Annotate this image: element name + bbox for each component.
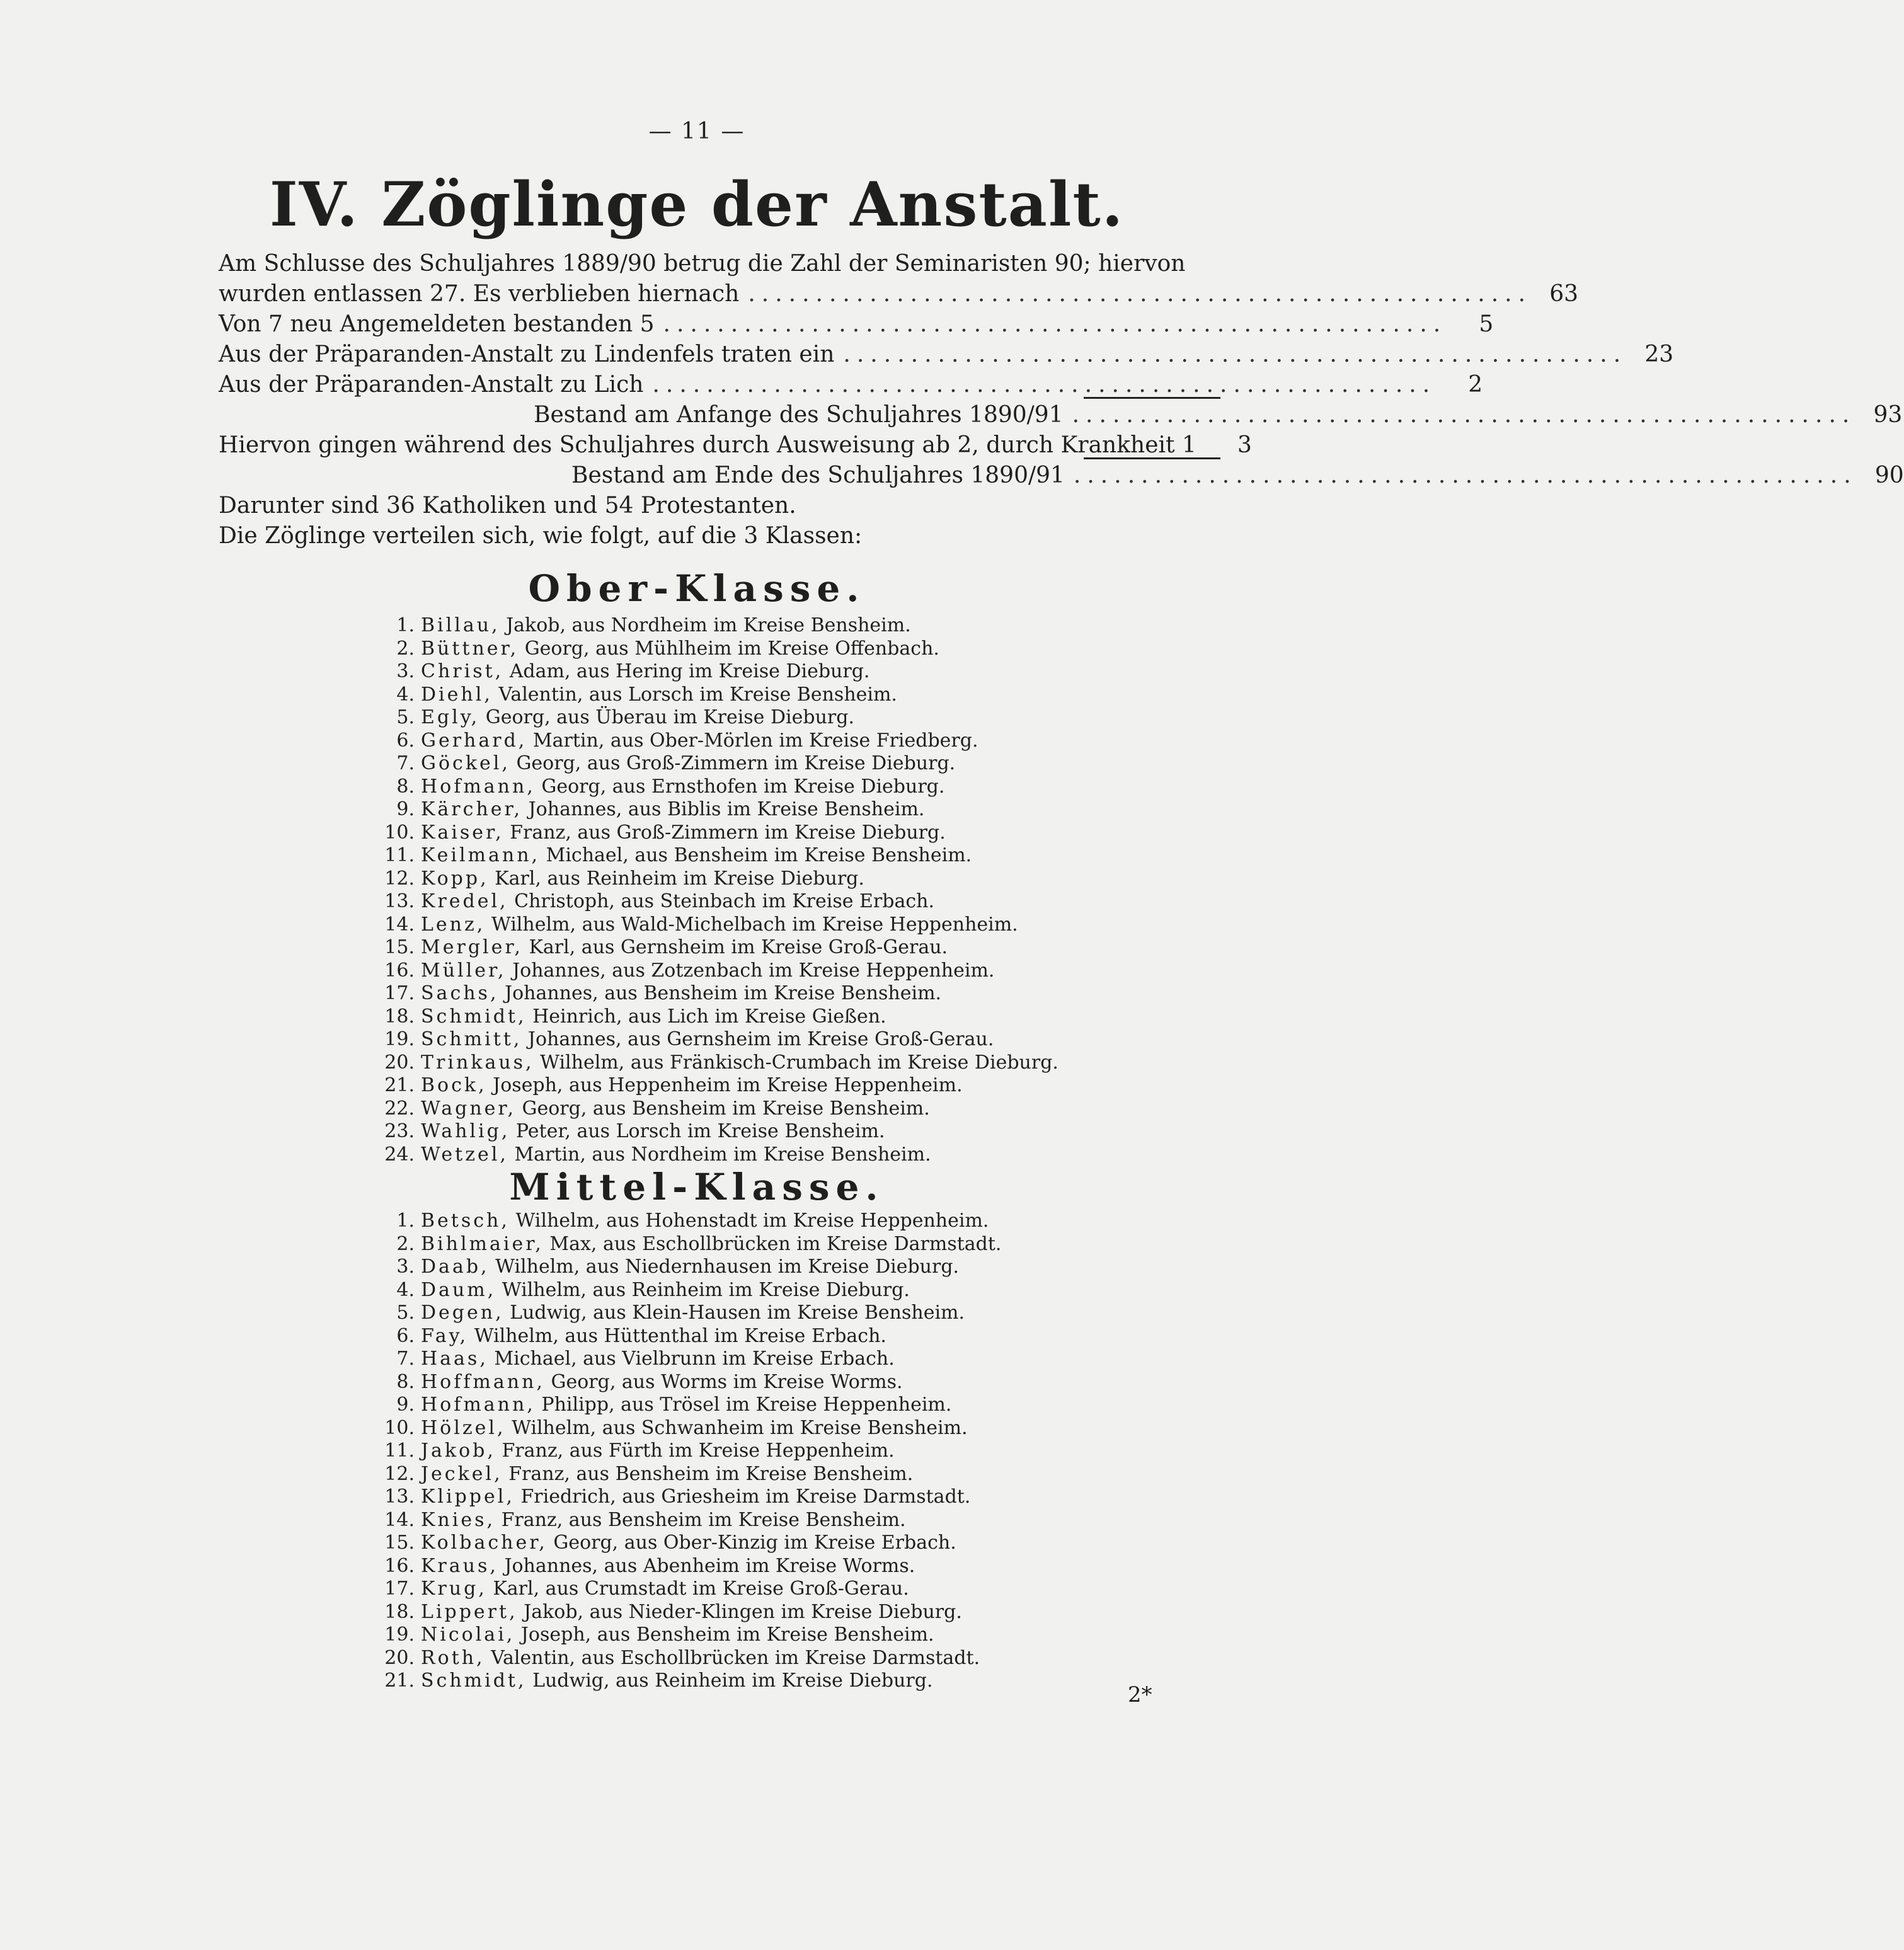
- student-details: Wilhelm, aus Schwanheim im Kreise Bensheim.: [512, 1416, 968, 1439]
- list-item: [378, 936, 1134, 960]
- student-surname: Hoffmann,: [421, 1370, 545, 1393]
- signature-mark: 2*: [1128, 1682, 1152, 1707]
- dot-leader: ..........................................................: [748, 281, 1532, 307]
- student-surname: Kaiser,: [421, 821, 504, 844]
- student-details: Karl, aus Reinheim im Kreise Dieburg.: [495, 867, 864, 890]
- list-item: [378, 1120, 1134, 1144]
- student-surname: Nicolai,: [421, 1624, 515, 1646]
- student-details: Georg, aus Ober-Kinzig im Kreise Erbach.: [553, 1532, 956, 1554]
- list-item: [378, 752, 1134, 776]
- student-surname: Bock,: [421, 1074, 487, 1096]
- spacer: [536, 776, 542, 798]
- entry-number: 19.: [384, 1028, 415, 1050]
- entry-number: 5.: [396, 706, 415, 728]
- spacer: [515, 1624, 521, 1646]
- student-surname: Roth,: [421, 1646, 485, 1669]
- spacer: [489, 868, 495, 890]
- spacer: [490, 1256, 496, 1278]
- list-item: [378, 614, 1134, 638]
- spacer: [487, 1578, 493, 1600]
- student-details: Martin, aus Nordheim im Kreise Bensheim.: [514, 1143, 931, 1166]
- student-details: Georg, aus Groß-Zimmern im Kreise Dieburg.: [516, 752, 956, 774]
- student-details: Georg, aus Überau im Kreise Dieburg.: [485, 706, 854, 728]
- student-details: Max, aus Eschollbrücken im Kreise Darmstadt.: [549, 1232, 1002, 1255]
- list-item: [378, 868, 1134, 891]
- entry-number: 3.: [396, 1256, 415, 1278]
- list-item: [378, 844, 1134, 868]
- student-details: Karl, aus Gernsheim im Kreise Groß-Gerau.: [529, 936, 948, 958]
- student-surname: Fay,: [421, 1324, 469, 1347]
- list-item: [378, 1302, 1134, 1325]
- spacer: [496, 1279, 502, 1301]
- list-item: [378, 1098, 1134, 1121]
- intro-line-7-text: Hiervon gingen während des Schuljahres durch Ausweisung ab 2, durch Krankheit 1: [219, 432, 1196, 458]
- spacer: [499, 982, 505, 1004]
- entry-number: 17.: [384, 982, 415, 1004]
- entry-number: 4.: [396, 683, 415, 706]
- entry-number: 7.: [396, 752, 415, 774]
- student-surname: Schmitt,: [421, 1028, 522, 1050]
- intro-line-3-number: 5: [1479, 311, 1494, 337]
- list-item: [378, 1532, 1134, 1555]
- intro-line-2-text: wurden entlassen 27. Es verblieben hiernach: [219, 281, 740, 307]
- entry-number: 16.: [384, 959, 415, 982]
- student-details: Martin, aus Ober-Mörlen im Kreise Friedberg.: [532, 729, 978, 752]
- list-item: [378, 1509, 1134, 1532]
- list-item: [378, 1463, 1134, 1486]
- student-surname: Kredel,: [421, 890, 508, 912]
- entry-number: 13.: [384, 1486, 415, 1508]
- ober-klasse-heading: Ober-Klasse.: [528, 567, 866, 610]
- intro-line-7: [219, 432, 1252, 458]
- student-details: Christoph, aus Steinbach im Kreise Erbach.: [514, 890, 934, 912]
- student-surname: Lippert,: [421, 1600, 518, 1623]
- intro-line-4-number: 23: [1644, 341, 1674, 367]
- student-details: Wilhelm, aus Hohenstadt im Kreise Heppenheim.: [515, 1210, 989, 1232]
- list-item: [378, 1210, 1134, 1233]
- intro-line-3-text: Von 7 neu Angemeldeten bestanden 5: [219, 311, 655, 337]
- student-surname: Daab,: [421, 1256, 490, 1278]
- entry-number: 21.: [384, 1074, 415, 1096]
- entry-number: 5.: [396, 1302, 415, 1324]
- entry-number: 11.: [384, 844, 415, 866]
- intro-line-3: [219, 311, 1494, 337]
- entry-number: 15.: [384, 936, 415, 958]
- intro-line-2: [219, 281, 1579, 307]
- spacer: [515, 1486, 521, 1508]
- entry-number: 3.: [396, 660, 415, 682]
- student-surname: Klippel,: [421, 1486, 515, 1508]
- spacer: [504, 822, 510, 844]
- list-item: [378, 960, 1134, 983]
- student-surname: Degen,: [421, 1302, 504, 1324]
- spacer: [508, 890, 515, 912]
- entry-number: 9.: [396, 798, 415, 820]
- list-item: [378, 1279, 1134, 1302]
- intro-line-8-number: 90: [1874, 462, 1904, 488]
- entry-number: 8.: [396, 1370, 415, 1393]
- spacer: [527, 1006, 533, 1028]
- list-item: [378, 914, 1134, 937]
- spacer: [527, 1670, 533, 1692]
- student-surname: Billau,: [421, 614, 500, 636]
- spacer: [510, 752, 517, 774]
- sum-rule: [1084, 457, 1220, 459]
- student-surname: Christ,: [421, 660, 504, 682]
- spacer: [536, 1394, 542, 1416]
- spacer: [534, 1052, 541, 1074]
- intro-line-6-text: Bestand am Anfange des Schuljahres 1890/91: [534, 402, 1064, 428]
- spacer: [523, 936, 529, 958]
- student-details: Franz, aus Groß-Zimmern im Kreise Dieburg.: [510, 821, 946, 844]
- student-details: Peter, aus Lorsch im Kreise Bensheim.: [515, 1120, 885, 1142]
- student-surname: Bihlmaier,: [421, 1232, 544, 1255]
- entry-number: 2.: [396, 1232, 415, 1255]
- student-surname: Haas,: [421, 1348, 488, 1370]
- list-item: [378, 1348, 1134, 1371]
- student-details: Wilhelm, aus Hüttenthal im Kreise Erbach.: [474, 1324, 886, 1347]
- student-details: Johannes, aus Zotzenbach im Kreise Heppenheim.: [512, 959, 995, 982]
- student-surname: Kopp,: [421, 867, 489, 890]
- student-surname: Lenz,: [421, 913, 486, 936]
- spacer: [485, 1647, 491, 1669]
- student-details: Johannes, aus Biblis im Kreise Bensheim.: [528, 798, 925, 820]
- student-surname: Hölzel,: [421, 1416, 506, 1439]
- entry-number: 21.: [384, 1670, 415, 1692]
- list-item: [378, 1417, 1134, 1440]
- list-item: [378, 1256, 1134, 1279]
- intro-line-5: [219, 372, 1483, 398]
- list-item: [378, 1394, 1134, 1417]
- student-surname: Hofmann,: [421, 775, 536, 798]
- entry-number: 1.: [396, 614, 415, 636]
- spacer: [522, 1028, 528, 1050]
- student-details: Michael, aus Vielbrunn im Kreise Erbach.: [494, 1348, 895, 1370]
- list-item: [378, 730, 1134, 753]
- entry-number: 20.: [384, 1051, 415, 1074]
- intro-line-9: Darunter sind 36 Katholiken und 54 Protestanten.: [219, 493, 796, 519]
- entry-number: 12.: [384, 1462, 415, 1485]
- entry-number: 20.: [384, 1646, 415, 1669]
- intro-line-6-number: 93: [1873, 402, 1903, 428]
- spacer: [519, 638, 525, 660]
- student-surname: Wagner,: [421, 1097, 516, 1120]
- student-details: Joseph, aus Bensheim im Kreise Bensheim.: [520, 1624, 934, 1646]
- intro-line-2-number: 63: [1549, 281, 1579, 307]
- entry-number: 23.: [384, 1120, 415, 1142]
- spacer: [496, 1440, 502, 1462]
- list-item: [378, 822, 1134, 845]
- student-details: Jakob, aus Nieder-Klingen im Kreise Dieburg.: [524, 1600, 962, 1623]
- mittel-klasse-heading: Mittel-Klasse.: [509, 1166, 885, 1208]
- student-details: Friedrich, aus Griesheim im Kreise Darmstadt.: [520, 1486, 971, 1508]
- entry-number: 17.: [384, 1578, 415, 1600]
- student-details: Wilhelm, aus Niedernhausen im Kreise Dieburg.: [495, 1256, 960, 1278]
- list-item: [378, 1647, 1134, 1670]
- ober-klasse-list: [378, 614, 1134, 1166]
- spacer: [527, 730, 533, 752]
- spacer: [503, 1463, 509, 1485]
- spacer: [518, 1601, 524, 1623]
- list-item: [378, 1144, 1134, 1167]
- student-surname: Diehl,: [421, 683, 493, 706]
- spacer: [510, 1120, 516, 1142]
- spacer: [522, 798, 529, 820]
- spacer: [544, 1233, 550, 1255]
- student-details: Wilhelm, aus Reinheim im Kreise Dieburg.: [502, 1278, 910, 1301]
- list-item: [378, 1074, 1134, 1098]
- list-item: [378, 1670, 1134, 1693]
- entry-number: 10.: [384, 1416, 415, 1439]
- list-item: [378, 1601, 1134, 1624]
- entry-number: 8.: [396, 775, 415, 798]
- entry-number: 7.: [396, 1348, 415, 1370]
- spacer: [540, 844, 546, 866]
- spacer: [510, 1210, 516, 1232]
- list-item: [378, 982, 1134, 1006]
- spacer: [479, 706, 486, 728]
- entry-number: 16.: [384, 1554, 415, 1577]
- student-details: Georg, aus Worms im Kreise Worms.: [551, 1370, 903, 1393]
- student-surname: Keilmann,: [421, 844, 541, 866]
- student-surname: Daum,: [421, 1278, 496, 1301]
- entry-number: 12.: [384, 867, 415, 890]
- student-details: Georg, aus Ernsthofen im Kreise Dieburg.: [541, 775, 945, 798]
- entry-number: 22.: [384, 1097, 415, 1120]
- spacer: [487, 1074, 493, 1096]
- spacer: [503, 660, 510, 682]
- student-details: Valentin, aus Eschollbrücken im Kreise Darmstadt.: [491, 1646, 980, 1669]
- student-surname: Schmidt,: [421, 1670, 527, 1692]
- list-item: [378, 706, 1134, 730]
- list-item: [378, 890, 1134, 914]
- entry-number: 6.: [396, 1324, 415, 1347]
- student-details: Philipp, aus Trösel im Kreise Heppenheim.: [541, 1394, 952, 1416]
- entry-number: 24.: [384, 1143, 415, 1166]
- entry-number: 9.: [396, 1394, 415, 1416]
- entry-number: 10.: [384, 821, 415, 844]
- entry-number: 18.: [384, 1005, 415, 1028]
- student-surname: Trinkaus,: [421, 1051, 534, 1074]
- entry-number: 14.: [384, 1508, 415, 1531]
- student-surname: Müller,: [421, 959, 507, 982]
- list-item: [378, 1028, 1134, 1052]
- intro-line-5-number: 2: [1468, 372, 1483, 398]
- student-details: Karl, aus Crumstadt im Kreise Groß-Gerau.: [493, 1578, 909, 1600]
- entry-number: 14.: [384, 913, 415, 936]
- student-details: Georg, aus Bensheim im Kreise Bensheim.: [522, 1097, 930, 1120]
- entry-number: 11.: [384, 1440, 415, 1462]
- student-surname: Hofmann,: [421, 1394, 536, 1416]
- entry-number: 4.: [396, 1278, 415, 1301]
- intro-line-5-text: Aus der Präparanden-Anstalt zu Lich: [219, 372, 644, 398]
- student-details: Joseph, aus Heppenheim im Kreise Heppenheim.: [493, 1074, 963, 1096]
- student-surname: Wetzel,: [421, 1143, 508, 1166]
- list-item: [378, 638, 1134, 661]
- list-item: [378, 776, 1134, 799]
- student-details: Franz, aus Fürth im Kreise Heppenheim.: [502, 1440, 895, 1462]
- student-details: Johannes, aus Bensheim im Kreise Bensheim.: [505, 982, 942, 1004]
- student-surname: Egly,: [421, 706, 480, 728]
- student-surname: Jakob,: [421, 1440, 496, 1462]
- spacer: [506, 1417, 512, 1439]
- student-surname: Kraus,: [421, 1554, 498, 1577]
- dot-leader: ..........................................................: [1072, 402, 1856, 428]
- list-item: [378, 1325, 1134, 1348]
- student-surname: Kolbacher,: [421, 1532, 548, 1554]
- student-surname: Wahlig,: [421, 1120, 510, 1142]
- intro-line-7-number: 3: [1237, 432, 1252, 458]
- student-details: Valentin, aus Lorsch im Kreise Bensheim.: [498, 683, 897, 706]
- student-details: Wilhelm, aus Fränkisch-Crumbach im Kreise Dieburg.: [540, 1051, 1058, 1074]
- student-surname: Gerhard,: [421, 729, 527, 752]
- list-item: [378, 1578, 1134, 1601]
- entry-number: 13.: [384, 890, 415, 912]
- student-surname: Schmidt,: [421, 1005, 527, 1028]
- dot-leader: ..........................................................: [663, 311, 1447, 337]
- student-details: Heinrich, aus Lich im Kreise Gießen.: [532, 1005, 886, 1028]
- spacer: [493, 684, 499, 706]
- student-details: Wilhelm, aus Wald-Michelbach im Kreise Heppenheim.: [491, 913, 1018, 936]
- spacer: [468, 1325, 474, 1347]
- entry-number: 1.: [396, 1210, 415, 1232]
- spacer: [500, 614, 507, 636]
- intro-line-4-text: Aus der Präparanden-Anstalt zu Lindenfels traten ein: [219, 341, 835, 367]
- student-details: Georg, aus Mühlheim im Kreise Offenbach.: [524, 637, 939, 660]
- student-surname: Sachs,: [421, 982, 499, 1004]
- list-item: [378, 1371, 1134, 1394]
- student-details: Johannes, aus Abenheim im Kreise Worms.: [504, 1554, 915, 1577]
- student-details: Michael, aus Bensheim im Kreise Bensheim.: [546, 844, 972, 866]
- spacer: [516, 1098, 522, 1120]
- list-item: [378, 1624, 1134, 1647]
- spacer: [495, 1509, 502, 1531]
- entry-number: 15.: [384, 1532, 415, 1554]
- spacer: [548, 1532, 554, 1554]
- entry-number: 2.: [396, 637, 415, 660]
- entry-number: 19.: [384, 1624, 415, 1646]
- list-item: [378, 1440, 1134, 1463]
- list-item: [378, 684, 1134, 707]
- student-details: Ludwig, aus Klein-Hausen im Kreise Bensheim.: [510, 1302, 965, 1324]
- intro-line-6: [219, 402, 1903, 428]
- spacer: [488, 1348, 495, 1370]
- entry-number: 18.: [384, 1600, 415, 1623]
- student-details: Adam, aus Hering im Kreise Dieburg.: [509, 660, 870, 682]
- student-surname: Krug,: [421, 1578, 487, 1600]
- intro-line-1: Am Schlusse des Schuljahres 1889/90 betrug die Zahl der Seminaristen 90; hiervon: [219, 251, 1186, 277]
- list-item: [378, 1555, 1134, 1578]
- mittel-klasse-list: [378, 1210, 1134, 1693]
- list-item: [378, 1486, 1134, 1509]
- student-surname: Göckel,: [421, 752, 510, 774]
- intro-line-8-text: Bestand am Ende des Schuljahres 1890/91: [571, 462, 1065, 488]
- list-item: [378, 660, 1134, 684]
- student-details: Ludwig, aus Reinheim im Kreise Dieburg.: [532, 1670, 933, 1692]
- student-details: Johannes, aus Gernsheim im Kreise Groß-Gerau.: [527, 1028, 994, 1050]
- student-surname: Büttner,: [421, 637, 519, 660]
- intro-line-4: [219, 341, 1674, 367]
- student-surname: Mergler,: [421, 936, 523, 958]
- spacer: [508, 1144, 515, 1166]
- spacer: [485, 914, 491, 936]
- list-item: [378, 1052, 1134, 1075]
- list-item: [378, 1233, 1134, 1256]
- dot-leader: ..........................................................: [652, 372, 1437, 398]
- list-item: [378, 798, 1134, 822]
- student-details: Jakob, aus Nordheim im Kreise Bensheim.: [506, 614, 911, 636]
- spacer: [545, 1371, 551, 1393]
- student-details: Franz, aus Bensheim im Kreise Bensheim.: [501, 1508, 906, 1531]
- spacer: [504, 1302, 510, 1324]
- student-surname: Kärcher,: [421, 798, 523, 820]
- list-item: [378, 1006, 1134, 1029]
- student-details: Franz, aus Bensheim im Kreise Bensheim.: [508, 1462, 914, 1485]
- intro-line-10: Die Zöglinge verteilen sich, wie folgt, auf die 3 Klassen:: [219, 523, 863, 549]
- dot-leader: ..........................................................: [843, 341, 1627, 367]
- spacer: [507, 960, 513, 982]
- page-number: — 11 —: [648, 118, 745, 144]
- dot-leader: ..........................................................: [1073, 462, 1857, 488]
- sum-rule: [1084, 397, 1220, 399]
- intro-line-8: [219, 462, 1904, 488]
- student-surname: Knies,: [421, 1508, 496, 1531]
- section-title: IV. Zöglinge der Anstalt.: [269, 169, 1125, 240]
- entry-number: 6.: [396, 729, 415, 752]
- student-surname: Betsch,: [421, 1210, 510, 1232]
- student-surname: Jeckel,: [421, 1462, 503, 1485]
